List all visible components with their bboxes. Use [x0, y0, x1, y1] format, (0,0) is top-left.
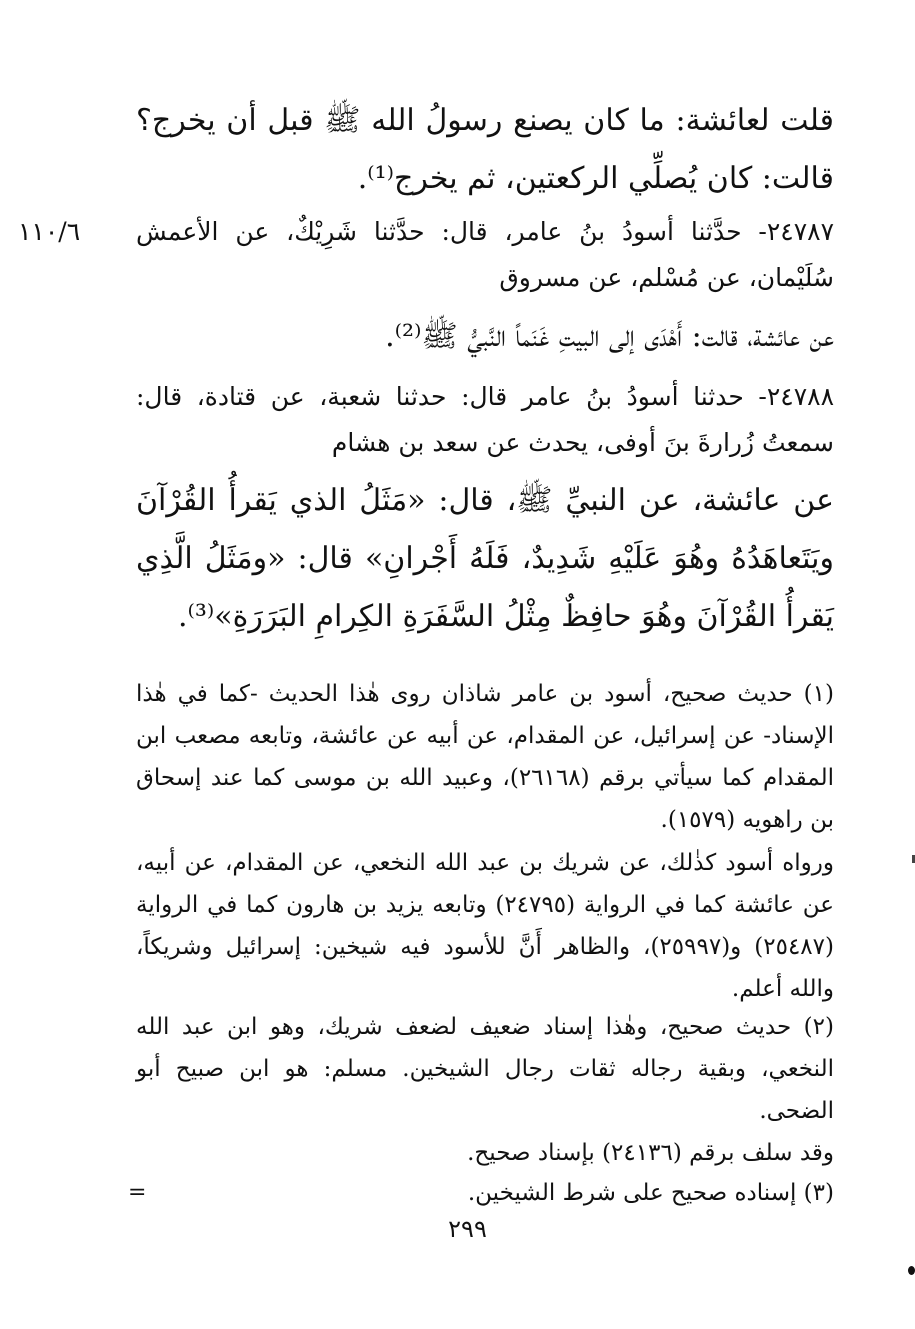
hadith-24787-matn: عن عائشة، قالت: أَهْدَى إلى البيتِ غَنَماً النَّبيُّ ﷺ⁽²⁾.: [385, 319, 834, 354]
page-number: ٢٩٩: [448, 1215, 487, 1243]
hadith-24787-isnad: ٢٤٧٨٧- حدَّثنا أسودُ بنُ عامر، قال: حدَّثنا شَرِيْكٌ، عن الأعمش سُلَيْمان، عن مُسْلم، عن مسروق: [136, 217, 834, 292]
footnote-1-continued: ورواه أسود كذٰلك، عن شريك بن عبد الله النخعي، عن المقدام، عن أبيه، عن عائشة كما في الرواية (٢٤٧٩٥) وتابعه يزيد بن هارون كما في الرواية (٢٥٤٨٧) و(٢٥٩٩٧)، والظاهر أَنَّ للأسود فيه شيخين: إسرائيل وشريكاً، والله أعلم.: [136, 850, 834, 1002]
footnote-1: (١) حديث صحيح، أسود بن عامر شاذان روى هٰذا الحديث -كما في هٰذا الإسناد- عن إسرائيل، عن المقدام، عن أبيه عن عائشة، وتابعه مصعب ابن المقدام كما سيأتي برقم (٢٦١٦٨)، وعبيد الله بن موسى كما عند إسحاق بن راهويه (١٥٧٩).: [136, 681, 834, 833]
hadith-24788-matn: عن عائشة، عن النبيِّ ﷺ، قال: «مَثَلُ الذي يَقرأُ القُرْآنَ ويَتَعاهَدُهُ وهُوَ عَلَيْهِ شَدِيدٌ، فَلَهُ أَجْرانِ» قال: «ومَثَلُ الَّذِي يَقرأُ القُرْآنَ وهُوَ حافِظٌ مِثْلُ السَّفَرَةِ الكِرامِ البَرَرَةِ»⁽³⁾.: [136, 483, 834, 634]
continuation-mark: =: [128, 1180, 147, 1205]
paragraph-aisha-question: قلت لعائشة: ما كان يصنع رسولُ الله ﷺ قبل أن يخرج؟ قالت: كان يُصلِّي الركعتين، ثم يخرج⁽¹⁾.: [136, 103, 834, 196]
hadith-24788-isnad: ٢٤٧٨٨- حدثنا أسودُ بنُ عامر قال: حدثنا شعبة، عن قتادة، قال: سمعتُ زُرارةَ بنَ أوفى، يحدث عن سعد بن هشام: [136, 382, 834, 457]
margin-volume-reference: ١١٠/٦: [18, 217, 81, 246]
scan-dot: [908, 1266, 915, 1275]
footnote-2-continued: وقد سلف برقم (٢٤١٣٦) بإسناد صحيح.: [467, 1140, 834, 1166]
footnote-3: (٣) إسناده صحيح على شرط الشيخين.: [467, 1180, 834, 1206]
footnote-2: (٢) حديث صحيح، وهٰذا إسناد ضعيف لضعف شريك، وهو ابن عبد الله النخعي، وبقية رجاله ثقات رجال الشيخين. مسلم: هو ابن صبيح أبو الضحى.: [136, 1014, 834, 1124]
